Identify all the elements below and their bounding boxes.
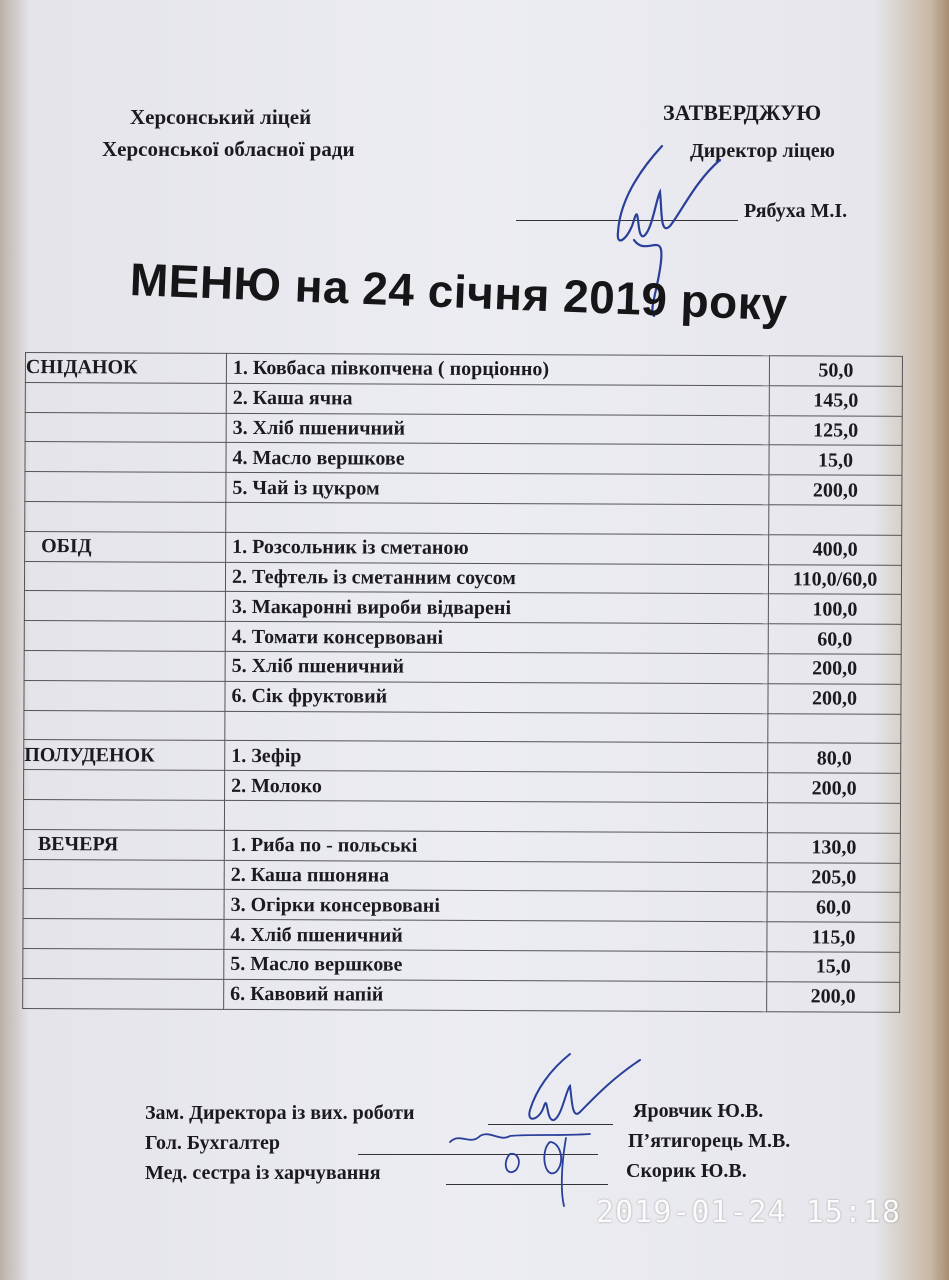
amount-cell: 15,0 [767,952,900,982]
menu-row [24,680,901,714]
dish-cell: 4. Хліб пшеничний [224,920,767,952]
meal-cell [23,799,224,830]
amount-cell: 125,0 [769,415,902,445]
amount-cell [767,803,900,833]
amount-cell: 60,0 [768,624,901,654]
menu-row [25,531,902,565]
menu-row [25,501,902,535]
footer-signatures [500,1050,660,1210]
accountant-role: Гол. Бухгалтер [145,1132,280,1154]
amount-cell: 60,0 [767,892,900,922]
menu-table [22,352,903,1012]
meal-cell: ВЕЧЕРЯ [23,829,224,860]
meal-cell [25,442,226,473]
meal-cell: ОБІД [25,531,226,562]
dish-cell: 4. Томати консервовані [225,622,768,654]
menu-row [24,591,901,625]
accountant-name: П’ятигорець М.В. [628,1130,791,1152]
dish-cell: 5. Чай із цукром [226,473,769,505]
amount-cell: 110,0/60,0 [768,564,901,594]
amount-cell: 205,0 [767,862,900,892]
amount-cell: 200,0 [768,773,901,803]
menu-row [23,919,900,953]
amount-cell: 145,0 [769,386,902,416]
meal-cell [23,948,224,979]
deputy-role: Зам. Директора із вих. роботи [145,1102,415,1124]
menu-row [24,740,901,774]
amount-cell: 115,0 [767,922,900,952]
menu-row [24,710,901,744]
dish-cell: 2. Тефтель із сметанним соусом [225,562,768,594]
meal-cell [25,501,226,532]
dish-cell: 1. Риба по - польські [224,830,767,862]
amount-cell [769,505,902,535]
deputy-name: Яровчик Ю.В. [633,1100,764,1122]
dish-cell: 5. Хліб пшеничний [225,651,768,683]
dish-cell: 6. Сік фруктовий [225,681,768,713]
dish-cell [225,711,768,743]
menu-row [25,412,902,446]
page-title: МЕНЮ на 24 січня 2019 року [129,253,789,331]
approve-heading: ЗАТВЕРДЖУЮ [663,100,822,125]
menu-row [25,353,902,387]
meal-cell: СНІДАНОК [25,353,226,384]
menu-row [23,799,900,833]
dish-cell: 4. Масло вершкове [226,443,769,475]
meal-cell [24,710,225,741]
amount-cell: 80,0 [768,743,901,773]
menu-row [24,561,901,595]
dish-cell: 2. Каша ячна [226,383,769,415]
menu-row [24,621,901,655]
amount-cell: 400,0 [769,535,902,565]
amount-cell [768,713,901,743]
dish-cell: 5. Масло вершкове [224,949,767,981]
menu-row [23,978,900,1012]
photo-timestamp: 2019-01-24 15:18 [596,1195,901,1230]
org-line-1: Херсонський ліцей [130,105,312,129]
meal-cell [24,621,225,652]
meal-cell [23,859,224,890]
meal-cell [25,382,226,413]
meal-cell [25,412,226,443]
dish-cell [224,800,767,832]
dish-cell: 1. Ковбаса півкопчена ( порціонно) [226,353,769,385]
amount-cell: 200,0 [767,981,900,1011]
menu-row [23,948,900,982]
menu-row [23,889,900,923]
meal-cell [24,770,225,801]
dish-cell: 3. Хліб пшеничний [226,413,769,445]
amount-cell: 50,0 [769,356,902,386]
amount-cell: 15,0 [769,445,902,475]
menu-row [25,382,902,416]
dish-cell: 6. Кавовий напій [224,979,767,1011]
menu-row [25,442,902,476]
meal-cell [24,561,225,592]
dish-cell: 1. Розсольник із сметаною [226,532,769,564]
dish-cell: 3. Огірки консервовані [224,890,767,922]
menu-row [23,859,900,893]
amount-cell: 130,0 [767,832,900,862]
meal-cell [24,680,225,711]
meal-cell [24,650,225,681]
meal-cell: ПОЛУДЕНОК [24,740,225,771]
org-line-2: Херсонської обласної ради [102,137,355,161]
meal-cell [23,889,224,920]
amount-cell: 100,0 [768,594,901,624]
dish-cell: 3. Макаронні вироби відварені [225,592,768,624]
menu-row [25,472,902,506]
meal-cell [24,591,225,622]
meal-cell [23,919,224,950]
meal-cell [23,978,224,1009]
amount-cell: 200,0 [768,684,901,714]
meal-cell [25,472,226,503]
dish-cell: 1. Зефір [225,741,768,773]
amount-cell: 200,0 [768,654,901,684]
menu-row [24,770,901,804]
dish-cell: 2. Молоко [225,771,768,803]
nurse-name: Скорик Ю.В. [626,1160,747,1182]
amount-cell: 200,0 [769,475,902,505]
nurse-role: Мед. сестра із харчування [145,1162,381,1184]
dish-cell [226,502,769,534]
menu-row [24,650,901,684]
dish-cell: 2. Каша пшоняна [224,860,767,892]
director-name: Рябуха М.І. [744,200,848,222]
menu-row [23,829,900,863]
director-title: Директор ліцею [690,140,835,162]
